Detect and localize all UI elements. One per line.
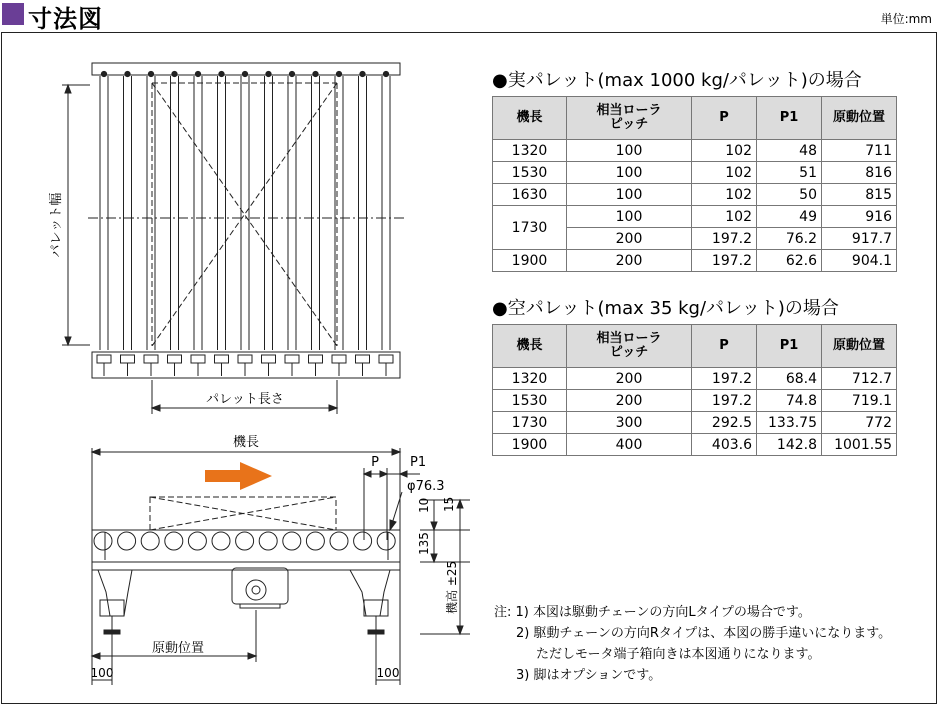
sprocket xyxy=(285,355,299,363)
cell: 1900 xyxy=(493,434,567,456)
cell: 904.1 xyxy=(822,250,897,272)
table-actual xyxy=(492,96,897,272)
cell: 711 xyxy=(822,140,897,162)
cell: 200 xyxy=(567,250,692,272)
cell: 102 xyxy=(692,184,757,206)
cell: 1320 xyxy=(493,368,567,390)
pitch-label: P xyxy=(371,455,379,470)
pallet-width-label: パレット幅 xyxy=(49,192,64,258)
sprocket xyxy=(191,355,205,363)
roller xyxy=(354,532,372,550)
roller xyxy=(330,532,348,550)
cell: 49 xyxy=(757,206,822,228)
pitch1-label: P1 xyxy=(410,455,427,470)
cell: 1900 xyxy=(493,250,567,272)
cell: 102 xyxy=(692,162,757,184)
roller-bolt xyxy=(125,71,130,76)
table-row xyxy=(493,184,897,206)
sprocket xyxy=(356,355,370,363)
col-header: P1 xyxy=(757,97,822,140)
cell: 200 xyxy=(567,228,692,250)
cell: 76.2 xyxy=(757,228,822,250)
roller xyxy=(283,532,301,550)
roller-diameter-label: φ76.3 xyxy=(407,479,445,494)
cell: 50 xyxy=(757,184,822,206)
drive-position-label: 原動位置 xyxy=(151,641,205,656)
roller-bolt xyxy=(172,71,177,76)
cell: 719.1 xyxy=(822,390,897,412)
roller-bolt xyxy=(313,71,318,76)
page-title: 寸法図 xyxy=(28,5,103,33)
cell: 815 xyxy=(822,184,897,206)
cell: 68.4 xyxy=(757,368,822,390)
cell: 403.6 xyxy=(692,434,757,456)
roller xyxy=(188,532,206,550)
conveyor-frame xyxy=(92,530,400,562)
cell: 1530 xyxy=(493,390,567,412)
roller-bolt xyxy=(360,71,365,76)
note-line: 3) 脚はオプションです。 xyxy=(516,668,662,683)
col-header: P xyxy=(692,325,757,368)
col-header: P1 xyxy=(757,325,822,368)
unit-label: 単位:mm xyxy=(880,12,932,26)
roller xyxy=(259,532,277,550)
cell: 100 xyxy=(567,140,692,162)
cell: 1530 xyxy=(493,162,567,184)
note-line: 2) 駆動チェーンの方向Rタイプは、本図の勝手違いになります。 xyxy=(516,626,892,641)
note-line: ただしモータ端子箱向きは本図通りになります。 xyxy=(536,647,821,662)
table-empty-title: ●空パレット(max 35 kg/パレット)の場合 xyxy=(492,298,839,319)
sprocket xyxy=(332,355,346,363)
cell: 102 xyxy=(692,140,757,162)
table-row xyxy=(493,162,897,184)
table-row xyxy=(493,140,897,162)
cell: 48 xyxy=(757,140,822,162)
left-leg xyxy=(98,570,132,616)
dim-100-right-label: 100 xyxy=(376,666,400,680)
cell: 300 xyxy=(567,412,692,434)
table-empty xyxy=(492,324,897,456)
sprocket xyxy=(238,355,252,363)
cell: 197.2 xyxy=(692,250,757,272)
roller-bolt xyxy=(101,71,106,76)
sprocket xyxy=(121,355,135,363)
sprocket xyxy=(262,355,276,363)
machine-length-label: 機長 xyxy=(232,435,260,450)
cell: 197.2 xyxy=(692,368,757,390)
cell: 100 xyxy=(567,184,692,206)
cell: 1630 xyxy=(493,184,567,206)
machine-height-label: 機高 ±25 xyxy=(445,560,459,614)
cell: 712.7 xyxy=(822,368,897,390)
cell: 917.7 xyxy=(822,228,897,250)
cell: 62.6 xyxy=(757,250,822,272)
roller xyxy=(165,532,183,550)
dim-135-label: 135 xyxy=(417,532,431,555)
cell: 197.2 xyxy=(692,228,757,250)
pallet-length-label: パレット長さ xyxy=(206,392,284,407)
table-row xyxy=(493,434,897,456)
col-header: 原動位置 xyxy=(822,325,897,368)
table-actual-title: ●実パレット(max 1000 kg/パレット)の場合 xyxy=(492,70,862,91)
roller-bolt xyxy=(195,71,200,76)
roller xyxy=(141,532,159,550)
cell: 200 xyxy=(567,390,692,412)
roller-bolt xyxy=(266,71,271,76)
cell: 400 xyxy=(567,434,692,456)
right-leg xyxy=(350,570,390,616)
bottom-frame xyxy=(92,352,400,378)
cell: 1730 xyxy=(493,206,567,250)
roller xyxy=(212,532,230,550)
table-row xyxy=(493,368,897,390)
roller xyxy=(94,532,112,550)
cell: 1730 xyxy=(493,412,567,434)
col-header: P xyxy=(692,97,757,140)
cell: 772 xyxy=(822,412,897,434)
cell: 100 xyxy=(567,162,692,184)
sprocket xyxy=(144,355,158,363)
roller xyxy=(306,532,324,550)
sprocket xyxy=(379,355,393,363)
drive-motor xyxy=(232,568,288,604)
sprocket xyxy=(168,355,182,363)
cell: 197.2 xyxy=(692,390,757,412)
roller-bolt xyxy=(289,71,294,76)
col-header: 原動位置 xyxy=(822,97,897,140)
direction-arrow-icon xyxy=(205,462,272,490)
sprocket xyxy=(97,355,111,363)
cell: 200 xyxy=(567,368,692,390)
col-header: 相当ローラ ピッチ xyxy=(567,325,692,368)
dim-15-label: 15 xyxy=(442,496,456,512)
table-row xyxy=(493,390,897,412)
sprocket xyxy=(215,355,229,363)
cell: 1001.55 xyxy=(822,434,897,456)
sprocket xyxy=(309,355,323,363)
roller-bolt xyxy=(219,71,224,76)
col-header: 相当ローラ ピッチ xyxy=(567,97,692,140)
roller-bolt xyxy=(383,71,388,76)
roller-bolt xyxy=(148,71,153,76)
roller xyxy=(236,532,254,550)
col-header: 機長 xyxy=(493,325,567,368)
roller xyxy=(377,532,395,550)
roller-bolt xyxy=(336,71,341,76)
col-header: 機長 xyxy=(493,97,567,140)
table-row xyxy=(493,250,897,272)
roller xyxy=(118,532,136,550)
dim-100-left-label: 100 xyxy=(90,666,114,680)
table-row xyxy=(493,206,897,228)
table-row xyxy=(493,412,897,434)
cell: 916 xyxy=(822,206,897,228)
notes xyxy=(494,602,891,686)
note-line: 注: 1) 本図は駆動チェーンの方向Lタイプの場合です。 xyxy=(494,605,811,620)
cell: 100 xyxy=(567,206,692,228)
dim-10-label: 10 xyxy=(417,497,431,513)
top-view xyxy=(62,63,404,414)
cell: 51 xyxy=(757,162,822,184)
cell: 133.75 xyxy=(757,412,822,434)
cell: 74.8 xyxy=(757,390,822,412)
cell: 102 xyxy=(692,206,757,228)
cell: 142.8 xyxy=(757,434,822,456)
roller-bolt xyxy=(242,71,247,76)
cell: 816 xyxy=(822,162,897,184)
cell: 1320 xyxy=(493,140,567,162)
cell: 292.5 xyxy=(692,412,757,434)
